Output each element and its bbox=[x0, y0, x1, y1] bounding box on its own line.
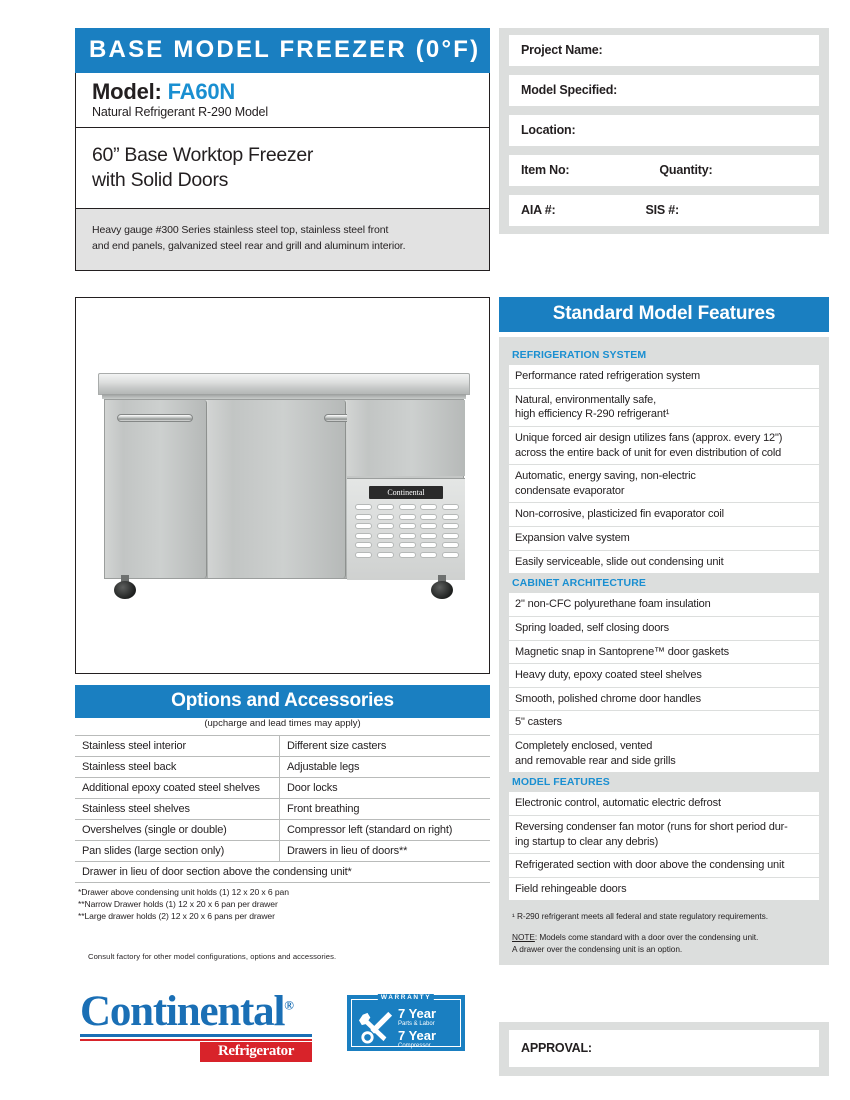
feature-item: Easily serviceable, slide out condensing unit bbox=[509, 551, 819, 574]
note-label: NOTE bbox=[512, 932, 535, 943]
options-row bbox=[75, 820, 490, 841]
label-project-name: Project Name: bbox=[521, 43, 603, 57]
options-subnote: (upcharge and lead times may apply) bbox=[204, 718, 361, 729]
condensing-unit-panel bbox=[347, 478, 465, 580]
options-row bbox=[75, 778, 490, 799]
unit-brand-badge: Continental bbox=[369, 486, 443, 499]
features-category-title: REFRIGERATION SYSTEM bbox=[512, 349, 647, 361]
feature-item: 2" non-CFC polyurethane foam insulation bbox=[509, 593, 819, 617]
door-right-small bbox=[347, 400, 465, 476]
feature-item: Heavy duty, epoxy coated steel shelves bbox=[509, 664, 819, 688]
option-item: Pan slides (large section only) bbox=[75, 841, 280, 861]
brand-tagline: Refrigerator bbox=[200, 1042, 312, 1062]
approval-panel bbox=[499, 1022, 829, 1076]
feature-item: Field rehingeable doors bbox=[509, 878, 819, 901]
model-box bbox=[75, 73, 490, 128]
option-item: Adjustable legs bbox=[287, 761, 360, 773]
construction-note-line-2: and end panels, galvanized steel rear and grill and aluminum interior. bbox=[92, 239, 406, 252]
feature-item: Expansion valve system bbox=[509, 527, 819, 551]
option-item: Stainless steel back bbox=[75, 757, 280, 777]
feature-item: Electronic control, automatic electric defrost bbox=[509, 792, 819, 816]
door-center bbox=[208, 400, 346, 578]
door-left bbox=[105, 400, 207, 578]
form-row-aia-sis[interactable] bbox=[509, 195, 819, 226]
model-subtitle: Natural Refrigerant R-290 Model bbox=[92, 104, 268, 119]
label-quantity: Quantity: bbox=[659, 163, 713, 177]
description-box bbox=[75, 128, 490, 209]
consult-factory-note: Consult factory for other model configurations, options and accessories. bbox=[88, 952, 337, 961]
warranty-compressor-label: Compressor bbox=[398, 1042, 431, 1049]
construction-note-line-1: Heavy gauge #300 Series stainless steel top, stainless steel front bbox=[92, 224, 389, 237]
option-item: Different size casters bbox=[287, 740, 387, 752]
feature-item: Unique forced air design utilizes fans (approx. every 12") across the entire back of unit for even distribution of cold bbox=[509, 427, 819, 465]
options-table bbox=[75, 735, 490, 883]
feature-item: 5" casters bbox=[509, 711, 819, 735]
warranty-years-compressor: 7 Year bbox=[398, 1028, 437, 1044]
warranty-parts-label: Parts & Labor bbox=[398, 1020, 435, 1027]
warranty-text bbox=[398, 1007, 436, 1051]
option-item: Overshelves (single or double) bbox=[75, 820, 280, 840]
option-item: Stainless steel interior bbox=[75, 736, 280, 756]
description-line-1: 60” Base Worktop Freezer bbox=[92, 143, 314, 166]
options-footnote: *Drawer above condensing unit holds (1) 12 x 20 x 6 pan bbox=[78, 887, 289, 897]
features-category-title: CABINET ARCHITECTURE bbox=[512, 577, 647, 590]
features-group bbox=[509, 792, 819, 900]
ventilation-grill bbox=[355, 504, 459, 570]
model-number: FA60N bbox=[167, 79, 236, 104]
worktop-surface bbox=[98, 373, 470, 395]
model-label: Model: bbox=[92, 79, 162, 104]
features-category-title: MODEL FEATURES bbox=[512, 776, 610, 789]
warranty-badge bbox=[347, 995, 465, 1051]
features-group bbox=[509, 365, 819, 573]
options-row bbox=[75, 841, 490, 862]
options-footnote: **Large drawer holds (2) 12 x 20 x 6 pans per drawer bbox=[78, 911, 275, 922]
warranty-title: WARRANTY bbox=[378, 994, 434, 1001]
feature-item: Natural, environmentally safe, high efficiency R-290 refrigerant¹ bbox=[509, 389, 819, 427]
feature-item: Reversing condenser fan motor (runs for short period dur- ing startup to clear any debris) bbox=[509, 816, 819, 854]
caster-left bbox=[114, 575, 136, 599]
freezer-unit-illustration bbox=[98, 373, 470, 613]
registered-mark-icon: ® bbox=[284, 997, 293, 1013]
label-sis: SIS #: bbox=[645, 203, 679, 217]
warranty-years-parts: 7 Year bbox=[398, 1006, 437, 1021]
options-header: Options and Accessories bbox=[75, 685, 490, 718]
logo-rule-red bbox=[80, 1039, 312, 1042]
label-approval: APPROVAL: bbox=[521, 1041, 592, 1055]
form-row-location[interactable] bbox=[509, 115, 819, 146]
form-row-item-quantity[interactable] bbox=[509, 155, 819, 186]
tools-icon bbox=[357, 1010, 395, 1044]
page-title: BASE MODEL FREEZER (0°F) bbox=[75, 28, 490, 73]
feature-item: Magnetic snap in Santoprene™ door gaskets bbox=[509, 641, 819, 665]
label-location: Location: bbox=[521, 123, 576, 137]
cabinet-body bbox=[104, 399, 464, 579]
features-panel bbox=[499, 337, 829, 965]
model-line bbox=[92, 80, 489, 104]
option-item: Door locks bbox=[287, 782, 338, 794]
feature-item: Refrigerated section with door above the condensing unit bbox=[509, 854, 819, 878]
option-item-full-width: Drawer in lieu of door section above the condensing unit* bbox=[75, 862, 490, 883]
label-item-no: Item No: bbox=[521, 163, 570, 177]
option-item: Additional epoxy coated steel shelves bbox=[75, 778, 280, 798]
label-model-specified: Model Specified: bbox=[521, 83, 618, 97]
approval-box[interactable] bbox=[509, 1030, 819, 1067]
product-image bbox=[75, 297, 490, 674]
feature-item: Smooth, polished chrome door handles bbox=[509, 688, 819, 712]
options-row bbox=[75, 757, 490, 778]
left-column bbox=[75, 28, 490, 271]
feature-item: Spring loaded, self closing doors bbox=[509, 617, 819, 641]
features-footnote: ¹ R-290 refrigerant meets all federal and state regulatory requirements. bbox=[512, 911, 769, 922]
brand-logo bbox=[80, 990, 315, 1062]
option-item: Front breathing bbox=[287, 803, 360, 815]
brand-name: Continental® bbox=[80, 988, 293, 1035]
feature-item: Non-corrosive, plasticized fin evaporator coil bbox=[509, 503, 819, 527]
form-row-model-specified[interactable] bbox=[509, 75, 819, 106]
project-form-panel bbox=[499, 28, 829, 234]
features-header: Standard Model Features bbox=[499, 297, 829, 332]
label-aia: AIA #: bbox=[521, 203, 556, 217]
option-item: Stainless steel shelves bbox=[75, 799, 280, 819]
options-row bbox=[75, 736, 490, 757]
feature-item: Completely enclosed, vented and removable rear and side grills bbox=[509, 735, 819, 772]
options-row bbox=[75, 799, 490, 820]
feature-item: Automatic, energy saving, non-electric condensate evaporator bbox=[509, 465, 819, 503]
door-handle-left bbox=[117, 414, 193, 422]
options-footnote: **Narrow Drawer holds (1) 12 x 20 x 6 pan per drawer bbox=[78, 899, 278, 910]
option-item: Drawers in lieu of doors** bbox=[287, 845, 408, 857]
caster-right bbox=[431, 575, 453, 599]
options-footnotes bbox=[78, 886, 498, 923]
feature-item: Performance rated refrigeration system bbox=[509, 365, 819, 389]
features-note: NOTE: Models come standard with a door over the condensing unit. A drawer over the condensing unit is an option. bbox=[512, 932, 759, 955]
features-group bbox=[509, 593, 819, 772]
description-line-2: with Solid Doors bbox=[92, 169, 229, 192]
form-row-project-name[interactable] bbox=[509, 35, 819, 66]
option-item: Compressor left (standard on right) bbox=[287, 824, 453, 836]
construction-note-box bbox=[75, 209, 490, 271]
